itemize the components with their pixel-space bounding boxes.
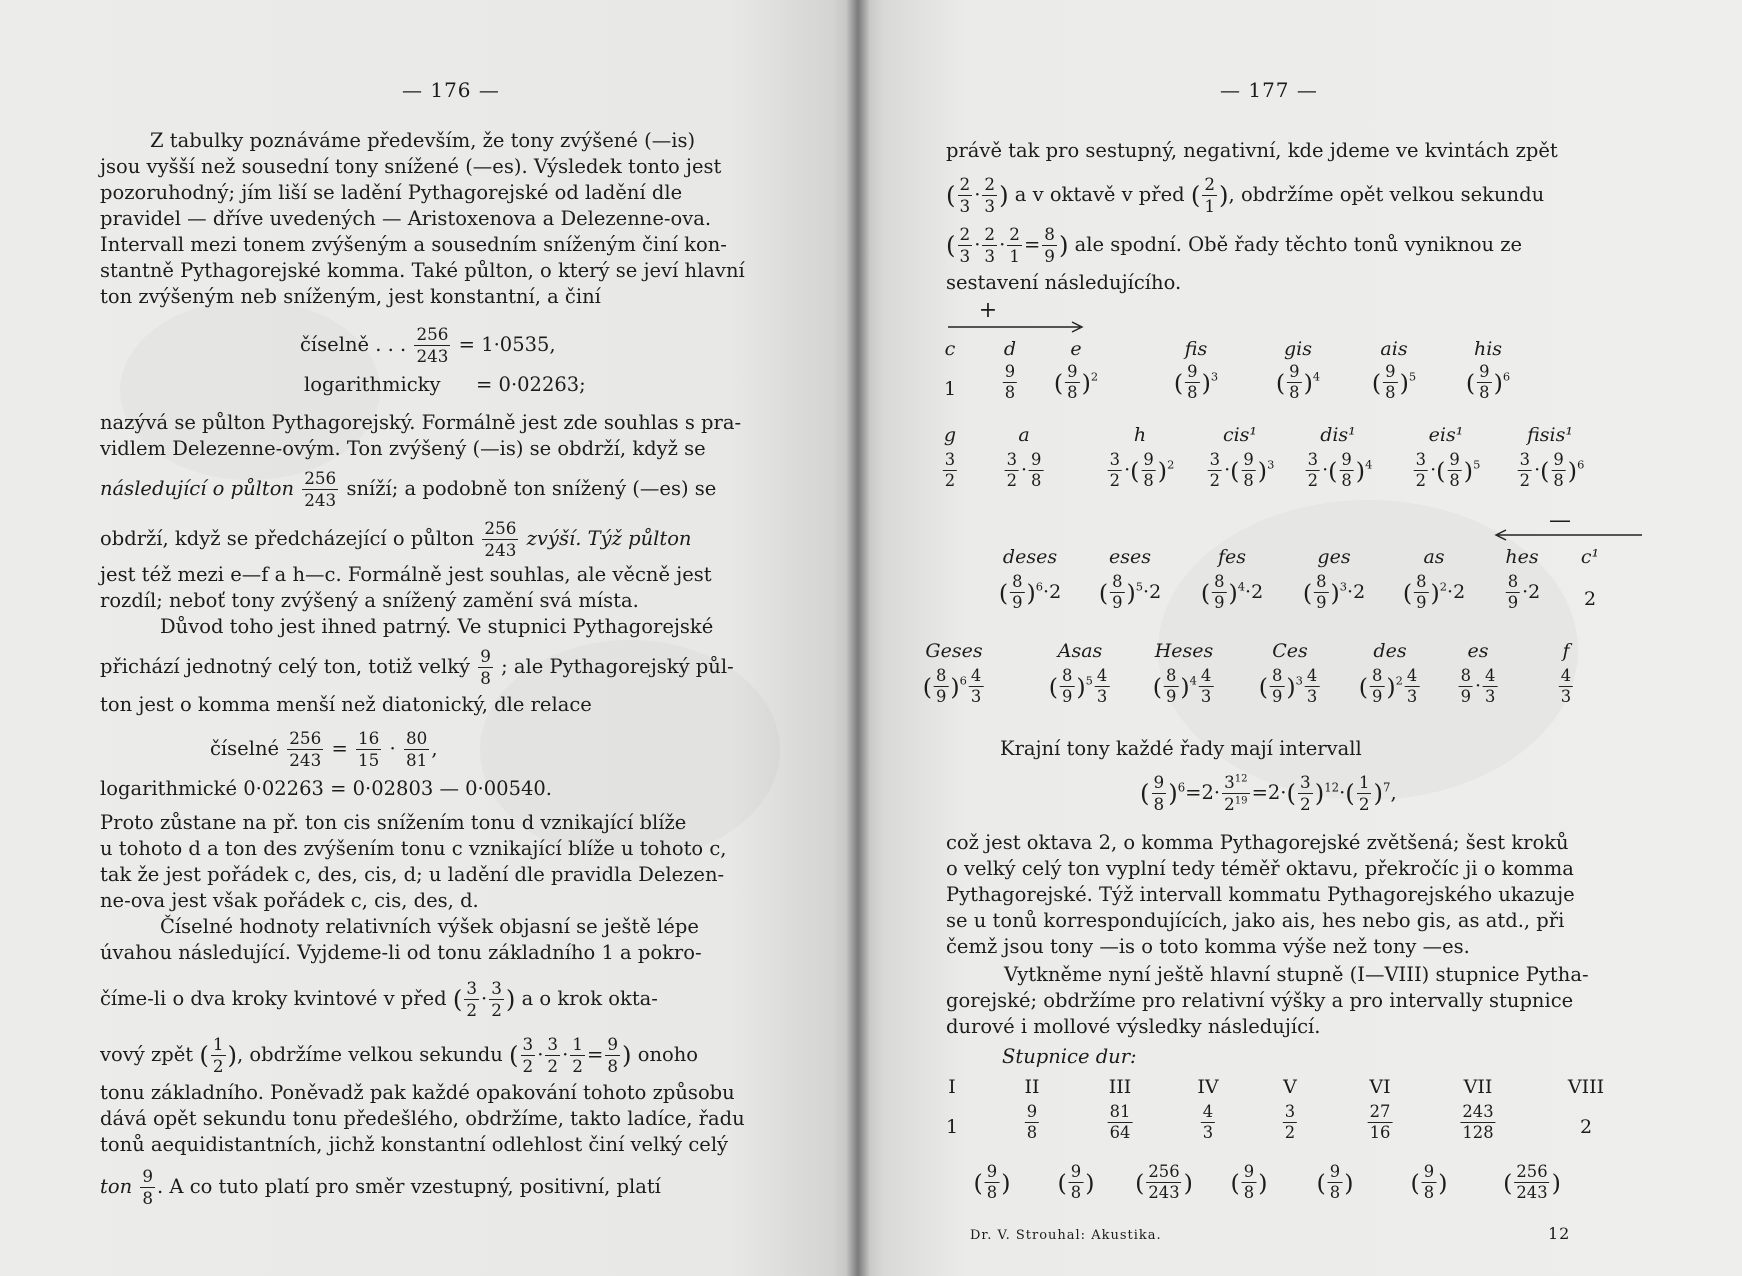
note-name: es [1467,640,1489,662]
text-segment: , obdržíme opět velkou sekundu [1228,182,1545,206]
note-name: as [1423,546,1445,568]
arrow-right-icon [948,320,1088,334]
left-line-12: Důvod toho jest ihned patrný. Ve stupnici Pythagorejské [160,615,714,638]
interval-formula: ( $\frac{9}{8}$ )$^6$=2· $\frac{3^{12}}{2^{19}}$ =2·( $\frac{3}{2}$ )$^{12}$·( $\frac{1}{2}$ )$^7$, [1140,772,1397,814]
note-name: c¹ [1580,546,1600,568]
note-name: hes [1505,546,1539,568]
note-name: ais [1380,338,1408,360]
right-line-2: ( $\frac{2}{3}$ · $\frac{2}{3}$ ) a v oktavě v před ( $\frac{2}{1}$ ), obdržíme opět velkou sekundu [946,174,1545,216]
interval-value: ( $\frac{9}{8}$ ) [973,1162,1011,1203]
note-name: cis¹ [1222,424,1258,446]
left-line-14: u tohoto d a ton des zvýšením tonu c vznikající blíže u tohoto c, [100,837,727,860]
degree-label: III [1108,1076,1132,1098]
note-name: ges [1317,546,1351,568]
left-line-nasledujici [100,470,716,509]
text-segment: ale spodní. Obě řady těchto tonů vyniknou ze [1074,232,1523,256]
numeric-ratio-line [300,326,556,365]
left-line-5: Intervall mezi tonem zvýšeným a sousedním sníženým činí kon- [100,233,727,256]
descending-arrow [858,508,1742,548]
log-value: = 0·02263; [476,373,586,396]
degree-label: IV [1197,1076,1219,1098]
fraction: $\frac{1}{2}$ [212,1034,224,1076]
fraction: $\frac{256}{243}$ [289,728,322,770]
fraction-256-243: $\frac{256}{243}$ [484,518,517,560]
left-line-last [100,1168,661,1207]
text-segment: sníží; a podobně ton snížený (—es) se [346,476,717,500]
fraction: $\frac{2}{1}$ [1009,224,1020,266]
text-segment: a o krok okta- [521,986,658,1010]
left-line-17: Číselné hodnoty relativních výšek objasní se ještě lépe [160,915,699,938]
row2-values: $\frac{3}{2}$ $\frac{3}{2}$ · $\frac{9}{8}$ $\frac{3}{2}$ ·( $\frac{9}{8}$ )$^2$ $\frac{3}{2}$ ·( $\frac{9}{8}$ )$^3$ $\frac{3}{2}$ ·( $\frac{9}{8}$ )$^4$ $\frac{3}{2}$ ·( $\frac{9}{8}$ )$^5$ $\frac{3}{2}$ ·( $\frac{9}{8}$ )$^6$ [944,450,1585,491]
fraction: $\frac{2}{3}$ [984,174,996,216]
interval-value: ( $\frac{256}{243}$ ) [1135,1162,1193,1203]
left-line-cime: číme-li o dva kroky kvintové v před ( $\frac{3}{2}$ · $\frac{3}{2}$ ) a o krok okta- [100,978,658,1020]
right-line-8: se u tonů korrespondujících, jako ais, hes nebo gis, as atd., při [946,909,1565,932]
degree-value: $\frac{81}{64}$ [1109,1102,1131,1143]
note-name: his [1473,338,1503,360]
degree-value: 1 [945,1116,959,1138]
text-segment: ; ale Pythagorejský půl- [501,654,734,678]
left-line-18: úvahou následující. Vyjdeme-li od tonu základního 1 a pokro- [100,941,702,964]
fraction: $\frac{2}{3}$ [984,224,996,266]
left-line-4: pravidel — dříve uvedených — Aristoxenova a Delezenne-ova. [100,207,712,230]
degree-label: VI [1369,1076,1391,1098]
fraction-256-243: $\frac{256}{243}$ [416,324,449,366]
text-segment: číme-li o dva kroky kvintové v před [100,986,447,1010]
left-line-7: ton zvýšeným neb sníženým, jest konstantní, a činí [100,285,601,308]
text-segment: a v oktavě v před [1014,182,1185,206]
right-page [858,0,1742,1276]
ciselne-relation: číselné $\frac{256}{243}$ = $\frac{16}{15}$ · $\frac{80}{81}$ , [210,728,438,770]
right-line-1: právě tak pro sestupný, negativní, kde jdeme ve kvintách zpět [946,139,1558,162]
text-segment: , obdržíme velkou sekundu [237,1042,503,1066]
note-name: gis [1284,338,1312,360]
left-line-8: nazývá se půlton Pythagorejský. Formálně jest zde souhlas s pra- [100,411,742,434]
note-name: d [1003,338,1017,360]
arrow-left-icon [1494,528,1644,542]
degree-value: 2 [1579,1116,1593,1138]
fraction: $\frac{9}{8}$ [607,1034,618,1076]
interval-value: ( $\frac{256}{243}$ ) [1503,1162,1561,1203]
fraction-256-243: $\frac{256}{243}$ [304,468,337,510]
degree-label: I [948,1076,956,1098]
left-line-19: tonu základního. Poněvadž pak každé opakování tohoto způsobu [100,1081,735,1104]
fraction: $\frac{3}{2}$ [466,978,478,1020]
degree-label: VII [1463,1076,1493,1098]
fraction: $\frac{2}{1}$ [1204,174,1216,216]
note-name: fis [1184,338,1208,360]
right-line-11: gorejské; obdržíme pro relativní výšky a pro intervally stupnice [946,989,1574,1012]
left-line-prichazi [100,648,734,687]
degree-values-row [858,1104,1742,1156]
left-line-1: Z tabulky poznáváme především, že tony zvýšené (—is) [150,129,696,152]
note-name: des [1373,640,1407,662]
text-segment: ton [100,1174,133,1198]
note-name: fes [1217,546,1247,568]
fraction: $\frac{3}{2}$ [547,1034,559,1076]
numeric-value: = 1·0535, [458,332,556,356]
row4-values: ( $\frac{8}{9}$ )$^6$ $\frac{4}{3}$ ( $\frac{8}{9}$ )$^5$ $\frac{4}{3}$ ( $\frac{8}{9}$ )$^4$ $\frac{4}{3}$ ( $\frac{8}{9}$ )$^3$ $\frac{4}{3}$ ( $\frac{8}{9}$ )$^2$ $\frac{4}{3}$ $\frac{8}{9}$ · $\frac{4}{3}$ $\frac{4}{3}$ [922,666,1572,707]
left-line-9: vidlem Delezenne-ovým. Ton zvýšený (—is) se obdrží, když se [100,437,706,460]
note-name: Ces [1272,640,1308,662]
left-line-6: stantně Pythagorejské komma. Také půlton, o který se jeví hlavní [100,259,745,282]
right-line-12: durové i mollové výsledky následující. [946,1015,1321,1038]
left-line-21: tonů aequidistantních, jichž konstantní odlehlost činí velký celý [100,1133,729,1156]
interval-value: ( $\frac{9}{8}$ ) [1410,1162,1448,1203]
left-line-vovy: vový zpět ( $\frac{1}{2}$ ), obdržíme velkou sekundu ( $\frac{3}{2}$ · $\frac{3}{2}$ · $\frac{1}{2}$ = $\frac{9}{8}$ ) onoho [100,1034,699,1076]
note-name: h [1133,424,1147,446]
note-name: Heses [1154,640,1214,662]
left-line-11: rozdíl; neboť tony zvýšený a snížený zamění svá místa. [100,589,639,612]
fraction: $\frac{3}{2}$ [491,978,502,1020]
right-line-7: Pythagorejské. Týž intervall kommatu Pythagorejského ukazuje [946,883,1575,906]
fraction: $\frac{3}{2}$ [522,1034,534,1076]
sheet-number: 12 [1548,1224,1571,1243]
note-name: dis¹ [1320,424,1356,446]
degree-row [858,1076,1742,1102]
degree-value: $\frac{9}{8}$ [1026,1102,1038,1143]
degree-value: $\frac{3}{2}$ [1284,1102,1296,1143]
degree-label: V [1283,1076,1297,1098]
row3-values: ( $\frac{8}{9}$ )$^6$·2 ( $\frac{8}{9}$ )$^5$·2 ( $\frac{8}{9}$ )$^4$·2 ( $\frac{8}{9}$ )$^3$·2 ( $\frac{8}{9}$ )$^2$·2 $\frac{8}{9}$ ·2 2 [998,572,1597,613]
left-line-ton-jest: ton jest o komma menší než diatonický, dle relace [100,693,592,716]
krajni-line: Krajní tony každé řady mají intervall [1000,737,1362,760]
log-label: logarithmicky [304,373,441,396]
left-line-20: dává opět sekundu tonu předešlého, obdržíme, takto ladíce, řadu [100,1107,745,1130]
fraction: $\frac{80}{81}$ [405,728,428,770]
row1-names [858,338,1742,364]
plus-sign: + [978,298,998,323]
left-line-13: Proto zůstane na př. ton cis snížením tonu d vznikající blíže [100,811,687,834]
text-segment: obdrží, když se předcházející o půlton [100,526,475,550]
row2-names [858,424,1742,450]
interval-value: ( $\frac{9}{8}$ ) [1057,1162,1095,1203]
left-line-10: jest též mezi e—f a h—c. Formálně jest souhlas, ale věcně jest [100,563,712,586]
left-line-2: jsou vyšší než sousední tony snížené (—es). Výsledek tonto jest [100,155,722,178]
page-number-177: — 177 — [1220,78,1318,102]
interval-value: ( $\frac{9}{8}$ ) [1230,1162,1268,1203]
note-name: f [1562,640,1570,662]
book-gutter [846,0,870,1276]
interval-value: ( $\frac{9}{8}$ ) [1316,1162,1354,1203]
fraction: $\frac{2}{3}$ [959,174,971,216]
left-line-16: ne-ova jest však pořádek c, cis, des, d. [100,889,479,912]
right-line-6: o velký celý ton vyplní tedy téměř oktavu, překročíc ji o komma [946,857,1574,880]
text-segment: vový zpět [100,1042,194,1066]
text-segment: následující o půlton [100,476,295,500]
interval-values-row [858,1164,1742,1216]
note-name: eis¹ [1428,424,1464,446]
right-line-9: čemž jsou tony —is o toto komma výše než tony —es. [946,935,1470,958]
degree-value: $\frac{4}{3}$ [1202,1102,1214,1143]
row1-values: 1 $\frac{9}{8}$ ( $\frac{9}{8}$ )$^2$ ( $\frac{9}{8}$ )$^3$ ( $\frac{9}{8}$ )$^4$ ( $\frac{9}{8}$ )$^5$ ( $\frac{9}{8}$ )$^6$ [943,362,1511,403]
left-line-obdrzi [100,520,692,559]
degree-value: $\frac{243}{128}$ [1462,1102,1494,1143]
fraction: $\frac{16}{15}$ [358,728,380,770]
text-segment: číselné [210,736,280,760]
text-segment: přichází jednotný celý ton, totiž velký [100,654,471,678]
fraction-9-8: $\frac{9}{8}$ [142,1166,154,1208]
right-line-10: Vytkněme nyní ještě hlavní stupně (I—VIII) stupnice Pytha- [1004,963,1589,986]
fraction: $\frac{8}{9}$ [1044,224,1055,266]
fraction-9-8: $\frac{9}{8}$ [480,646,491,688]
fraction: $\frac{1}{2}$ [572,1034,583,1076]
degree-label: II [1024,1076,1040,1098]
right-line-5: což jest oktava 2, o komma Pythagorejské zvětšená; šest kroků [946,831,1569,854]
ascending-arrow [858,298,1742,338]
note-name: c [944,338,956,360]
note-name: deses [1002,546,1058,568]
fraction: $\frac{2}{3}$ [959,224,971,266]
degree-label: VIII [1567,1076,1605,1098]
page-number-176: — 176 — [402,78,500,102]
note-name: e [1070,338,1082,360]
note-name: fisis¹ [1527,424,1573,446]
left-line-15: tak že jest pořádek c, des, cis, d; u ladění dle pravidla Delezen- [100,863,725,886]
text-segment: . A co tuto platí pro směr vzestupný, positivní, platí [157,1174,661,1198]
right-line-3: ( $\frac{2}{3}$ · $\frac{2}{3}$ · $\frac{2}{1}$ = $\frac{8}{9}$ ) ale spodní. Obě řady těchto tonů vyniknou ze [946,224,1523,266]
footer-title: Dr. V. Strouhal: Akustika. [970,1228,1162,1243]
text-segment: onoho [637,1042,699,1066]
row4-names [858,640,1742,666]
note-name: a [1018,424,1030,446]
note-name: eses [1109,546,1151,568]
row3-names [858,546,1742,572]
degree-value: $\frac{27}{16}$ [1369,1102,1391,1143]
note-name: g [943,424,957,446]
stupnice-label: Stupnice dur: [1002,1045,1137,1068]
note-name: Asas [1057,640,1103,662]
log-relation: logarithmické 0·02263 = 0·02803 — 0·00540. [100,777,552,800]
note-name: Geses [925,640,983,662]
right-line-4: sestavení následujícího. [946,271,1182,294]
text-segment: zvýší. Týž půlton [526,526,692,550]
numeric-label: číselně . . . [300,332,407,356]
minus-sign: — [1549,508,1571,533]
left-page [0,0,858,1276]
left-line-3: pozoruhodný; jím liší se ladění Pythagorejské od ladění dle [100,181,683,204]
